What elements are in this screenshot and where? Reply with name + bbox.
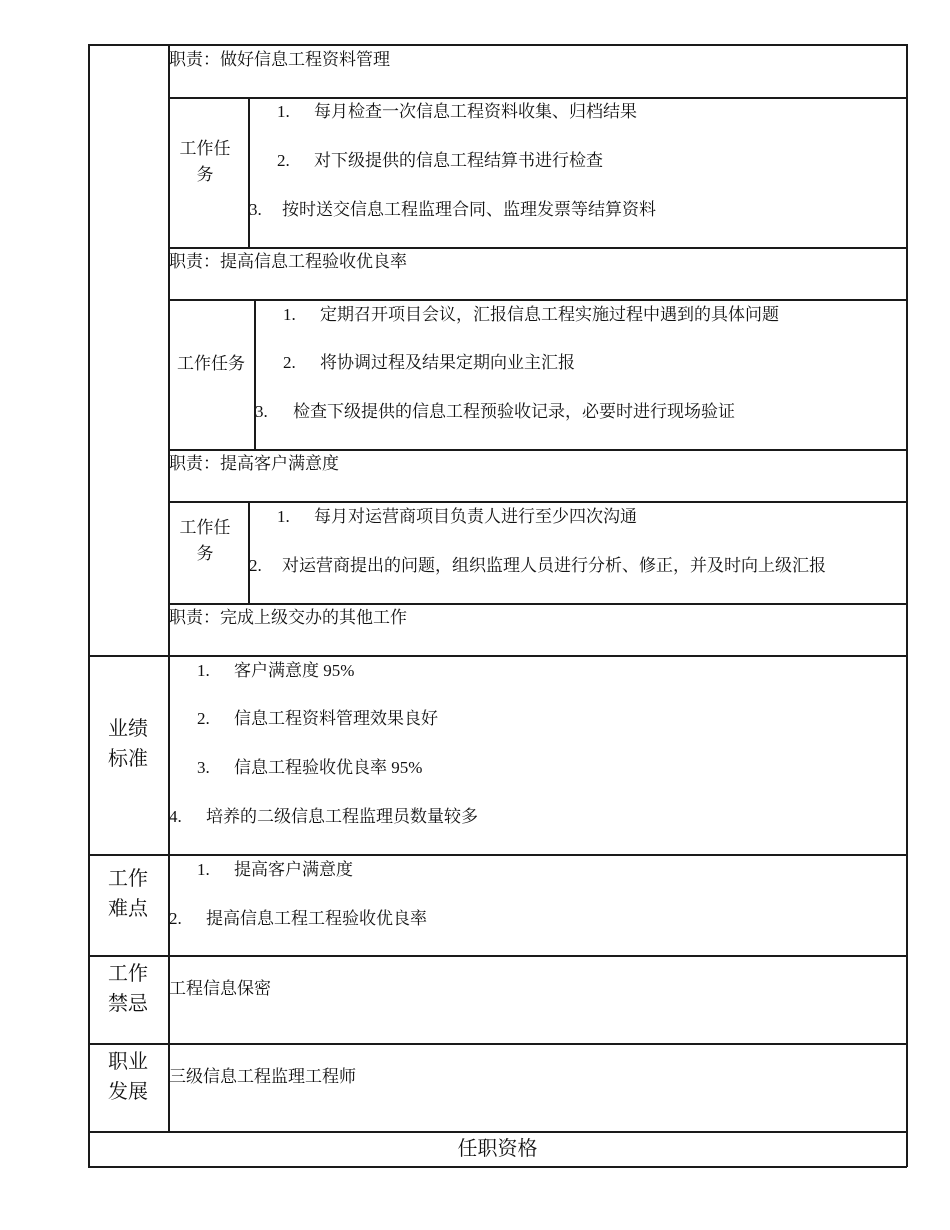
section-divider	[88, 1043, 907, 1045]
table-border-right	[906, 44, 908, 1167]
section-divider	[88, 854, 907, 856]
task-number: 2.	[283, 353, 296, 372]
task-item	[255, 401, 735, 423]
task-text: 每月检查一次信息工程资料收集、归档结果	[314, 102, 637, 121]
item-number: 2.	[197, 709, 210, 728]
task-text: 对运营商提出的问题，组织监理人员进行分析、修正，并及时向上级汇报	[282, 556, 826, 575]
item-number: 2.	[169, 909, 182, 928]
task-item	[283, 304, 779, 326]
task-text: 检查下级提供的信息工程预验收记录，必要时进行现场验证	[293, 402, 735, 421]
task-item	[277, 101, 637, 123]
task-label: 工作任务	[179, 518, 231, 563]
task-text: 每月对运营商项目负责人进行至少四次沟通	[314, 507, 637, 526]
task-number: 2.	[249, 556, 262, 575]
item-number: 3.	[197, 758, 210, 777]
table-border-left	[88, 44, 90, 1167]
duty-title: 职责：提高客户满意度	[169, 454, 339, 473]
item-text: 提高客户满意度	[234, 860, 353, 879]
row-divider	[168, 501, 907, 503]
task-label: 工作任务	[177, 354, 245, 373]
duty-title: 职责：完成上级交办的其他工作	[169, 608, 407, 627]
task-number: 3.	[255, 402, 268, 421]
item-text: 提高信息工程工程验收优良率	[206, 909, 427, 928]
performance-item	[197, 757, 422, 779]
task-text: 定期召开项目会议，汇报信息工程实施过程中遇到的具体问题	[320, 305, 779, 324]
row-divider	[168, 247, 907, 249]
item-number: 4.	[169, 807, 182, 826]
table-border-bottom	[88, 1166, 907, 1168]
career-text: 三级信息工程监理工程师	[169, 1067, 356, 1086]
task-number: 1.	[277, 102, 290, 121]
taboo-text: 工程信息保密	[169, 979, 271, 998]
item-number: 1.	[197, 860, 210, 879]
task-text: 按时送交信息工程监理合同、监理发票等结算资料	[282, 200, 656, 219]
performance-item	[169, 806, 478, 828]
performance-label: 业绩标准	[108, 718, 148, 770]
task-number: 2.	[277, 151, 290, 170]
taboo-label: 工作禁忌	[108, 963, 148, 1015]
row-divider	[168, 97, 907, 99]
duty-title: 职责：做好信息工程资料管理	[169, 50, 390, 69]
difficulty-item	[169, 908, 427, 930]
task-label-divider	[248, 97, 250, 248]
task-number: 3.	[249, 200, 262, 219]
section-divider	[88, 955, 907, 957]
row-divider	[168, 299, 907, 301]
performance-item	[197, 660, 354, 682]
task-number: 1.	[277, 507, 290, 526]
task-item	[277, 506, 637, 528]
section-divider	[88, 655, 907, 657]
career-label: 职业发展	[108, 1051, 148, 1103]
item-text: 信息工程资料管理效果良好	[234, 709, 438, 728]
task-text: 对下级提供的信息工程结算书进行检查	[314, 151, 603, 170]
task-text: 将协调过程及结果定期向业主汇报	[320, 353, 575, 372]
difficulty-item	[197, 859, 353, 881]
table-border-top	[88, 44, 907, 46]
item-number: 1.	[197, 661, 210, 680]
item-text: 客户满意度 95%	[234, 661, 355, 680]
section-divider	[88, 1131, 907, 1133]
task-label: 工作任务	[179, 139, 231, 184]
task-item	[249, 199, 656, 221]
performance-item	[197, 708, 438, 730]
difficulties-label: 工作难点	[108, 868, 148, 920]
item-text: 培养的二级信息工程监理员数量较多	[206, 807, 478, 826]
label-column-divider	[168, 44, 170, 1132]
task-number: 1.	[283, 305, 296, 324]
row-divider	[168, 449, 907, 451]
task-item	[249, 555, 826, 577]
task-item	[277, 150, 603, 172]
qualifications-title: 任职资格	[457, 1138, 538, 1160]
row-divider	[168, 603, 907, 605]
item-text: 信息工程验收优良率 95%	[234, 758, 423, 777]
duty-title: 职责：提高信息工程验收优良率	[169, 252, 407, 271]
task-label-divider	[248, 501, 250, 604]
task-item	[283, 352, 575, 374]
task-label-divider	[254, 299, 256, 450]
